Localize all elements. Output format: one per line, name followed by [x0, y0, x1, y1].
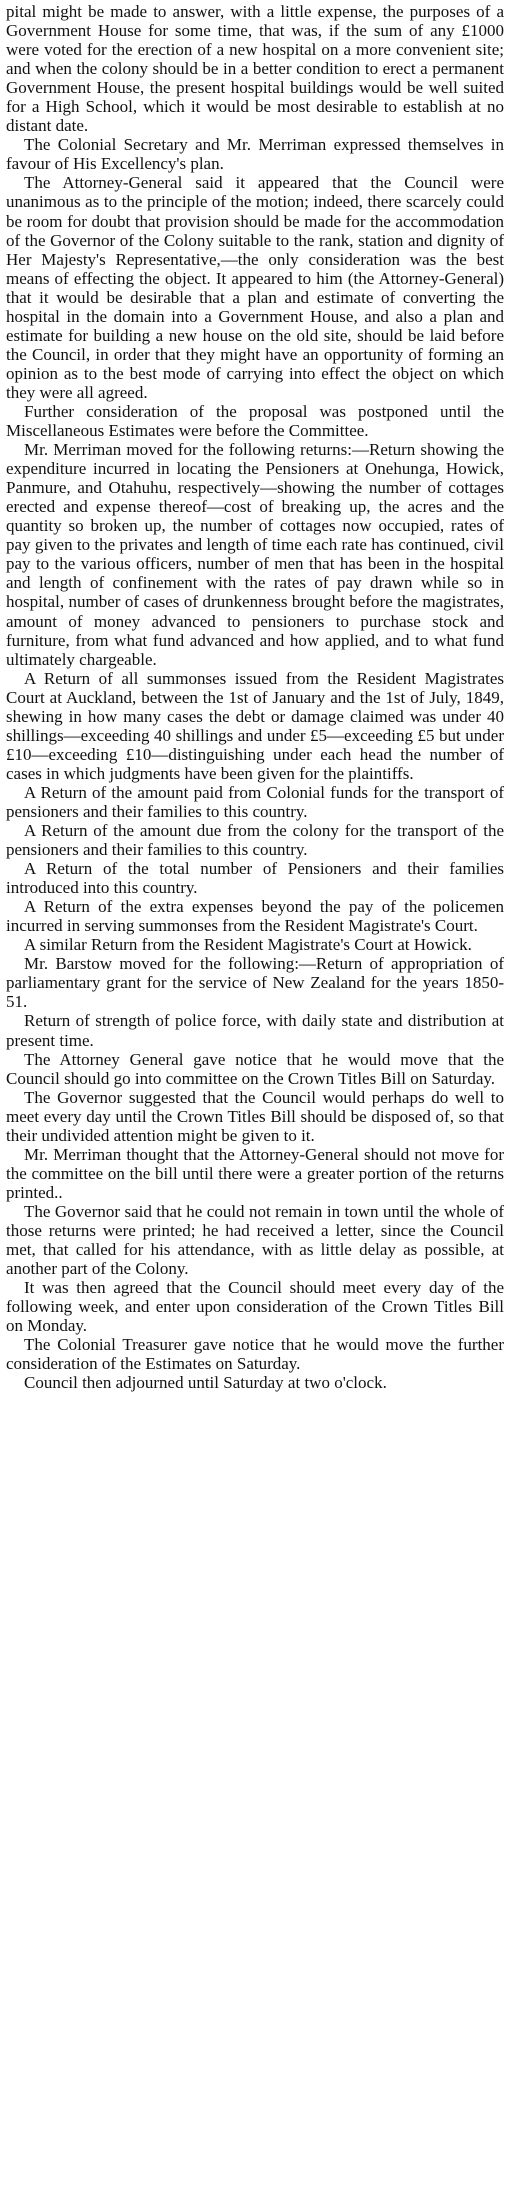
newspaper-article [6, 2, 504, 2189]
article-paragraph: A Return of the extra expenses beyond the pay of the policemen incurred in serving summonses from the Resident Magistrate's Court. [6, 897, 504, 936]
article-paragraph: Further consideration of the proposal was postponed until the Miscellaneous Estimates were before the Committee. [6, 401, 504, 441]
article-paragraph: A Return of the amount due from the colony for the transport of the pensioners and their families to this country. [6, 821, 504, 860]
article-paragraph: Mr. Merriman moved for the following returns:—Return showing the expenditure incurred in locating the Pensioners at Onehunga, Howick, Panmure, and Otahuhu, respectively—showing the number of cottages erected and expense thereof—cost of breaking up, the acres and the quantity so broken up, the number of cottages now occupied, rates of pay given to the privates and length of time each rate has continued, civil pay to the various officers, number of men that has been in the hospital and length of confinement with the rates of pay drawn while so in hospital, number of cases of drunkenness brought before the magistrates, amount of money advanced to pensioners to purchase stock and furniture, from what fund advanced and how applied, and to what fund ultimately chargeable. [6, 440, 504, 669]
article-paragraph: A Return of the total number of Pensioners and their families introduced into this country. [6, 859, 504, 898]
article-paragraph: The Attorney-General said it appeared that the Council were unanimous as to the principle of the motion; indeed, there scarcely could be room for doubt that provision should be made for the accommodation of the Governor of the Colony suitable to the rank, station and dignity of Her Majesty's Representative,—the only consideration was the best means of effecting the object. It appeared to him (the Attorney-General) that it would be desirable that a plan and estimate of converting the hospital in the domain into a Government House, and also a plan and estimate for building a new house on the old site, should be laid before the Council, in order that they might have an opportunity of forming an opinion as to the best mode of carrying into effect the object on which they were all agreed. [6, 173, 504, 402]
article-paragraph: pital might be made to answer, with a little expense, the purposes of a Government House for some time, that was, if the sum of any £1000 were voted for the erection of a new hospital on a more convenient site; and when the colony should be in a better condition to erect a permanent Government House, the present hospital buildings would be well suited for a High School, which it would be most desirable to establish at no distant date. [6, 2, 504, 136]
article-paragraph: Return of strength of police force, with daily state and distribution at present time. [6, 1011, 504, 1050]
article-paragraph: It was then agreed that the Council should meet every day of the following week, and enter upon consideration of the Crown Titles Bill on Monday. [6, 1278, 504, 1336]
article-paragraph: The Attorney General gave notice that he would move that the Council should go into committee on the Crown Titles Bill on Saturday. [6, 1049, 504, 1088]
article-paragraph: The Governor said that he could not remain in town until the whole of those returns were printed; he had received a letter, since the Council met, that called for his attendance, with as little delay as possible, at another part of the Colony. [6, 1201, 504, 1279]
article-paragraph: The Governor suggested that the Council would perhaps do well to meet every day until the Crown Titles Bill should be disposed of, so that their undivided attention might be given to it. [6, 1087, 504, 1145]
article-paragraph: A similar Return from the Resident Magistrate's Court at Howick. [24, 935, 472, 955]
article-paragraph: A Return of all summonses issued from the Resident Magistrates Court at Auckland, between the 1st of January and the 1st of July, 1849, shewing in how many cases the debt or damage claimed was under 40 shillings—exceeding 40 shillings and under £5—exceeding £5 but under £10—exceeding £10—distinguishing under each head the number of cases in which judgments have been given for the plaintiffs. [6, 668, 504, 783]
article-paragraph: Council then adjourned until Saturday at two o'clock. [24, 1373, 387, 1393]
article-paragraph: The Colonial Treasurer gave notice that he would move the further consideration of the Estimates on Saturday. [6, 1335, 504, 1374]
article-paragraph: The Colonial Secretary and Mr. Merriman expressed themselves in favour of His Excellency's plan. [6, 135, 504, 174]
article-paragraph: Mr. Barstow moved for the following:—Return of appropriation of parliamentary grant for the service of New Zealand for the years 1850-51. [6, 954, 504, 1012]
article-paragraph: A Return of the amount paid from Colonial funds for the transport of pensioners and their families to this country. [6, 782, 504, 821]
article-paragraph: Mr. Merriman thought that the Attorney-General should not move for the committee on the bill until there were a greater portion of the returns printed.. [6, 1144, 504, 1202]
